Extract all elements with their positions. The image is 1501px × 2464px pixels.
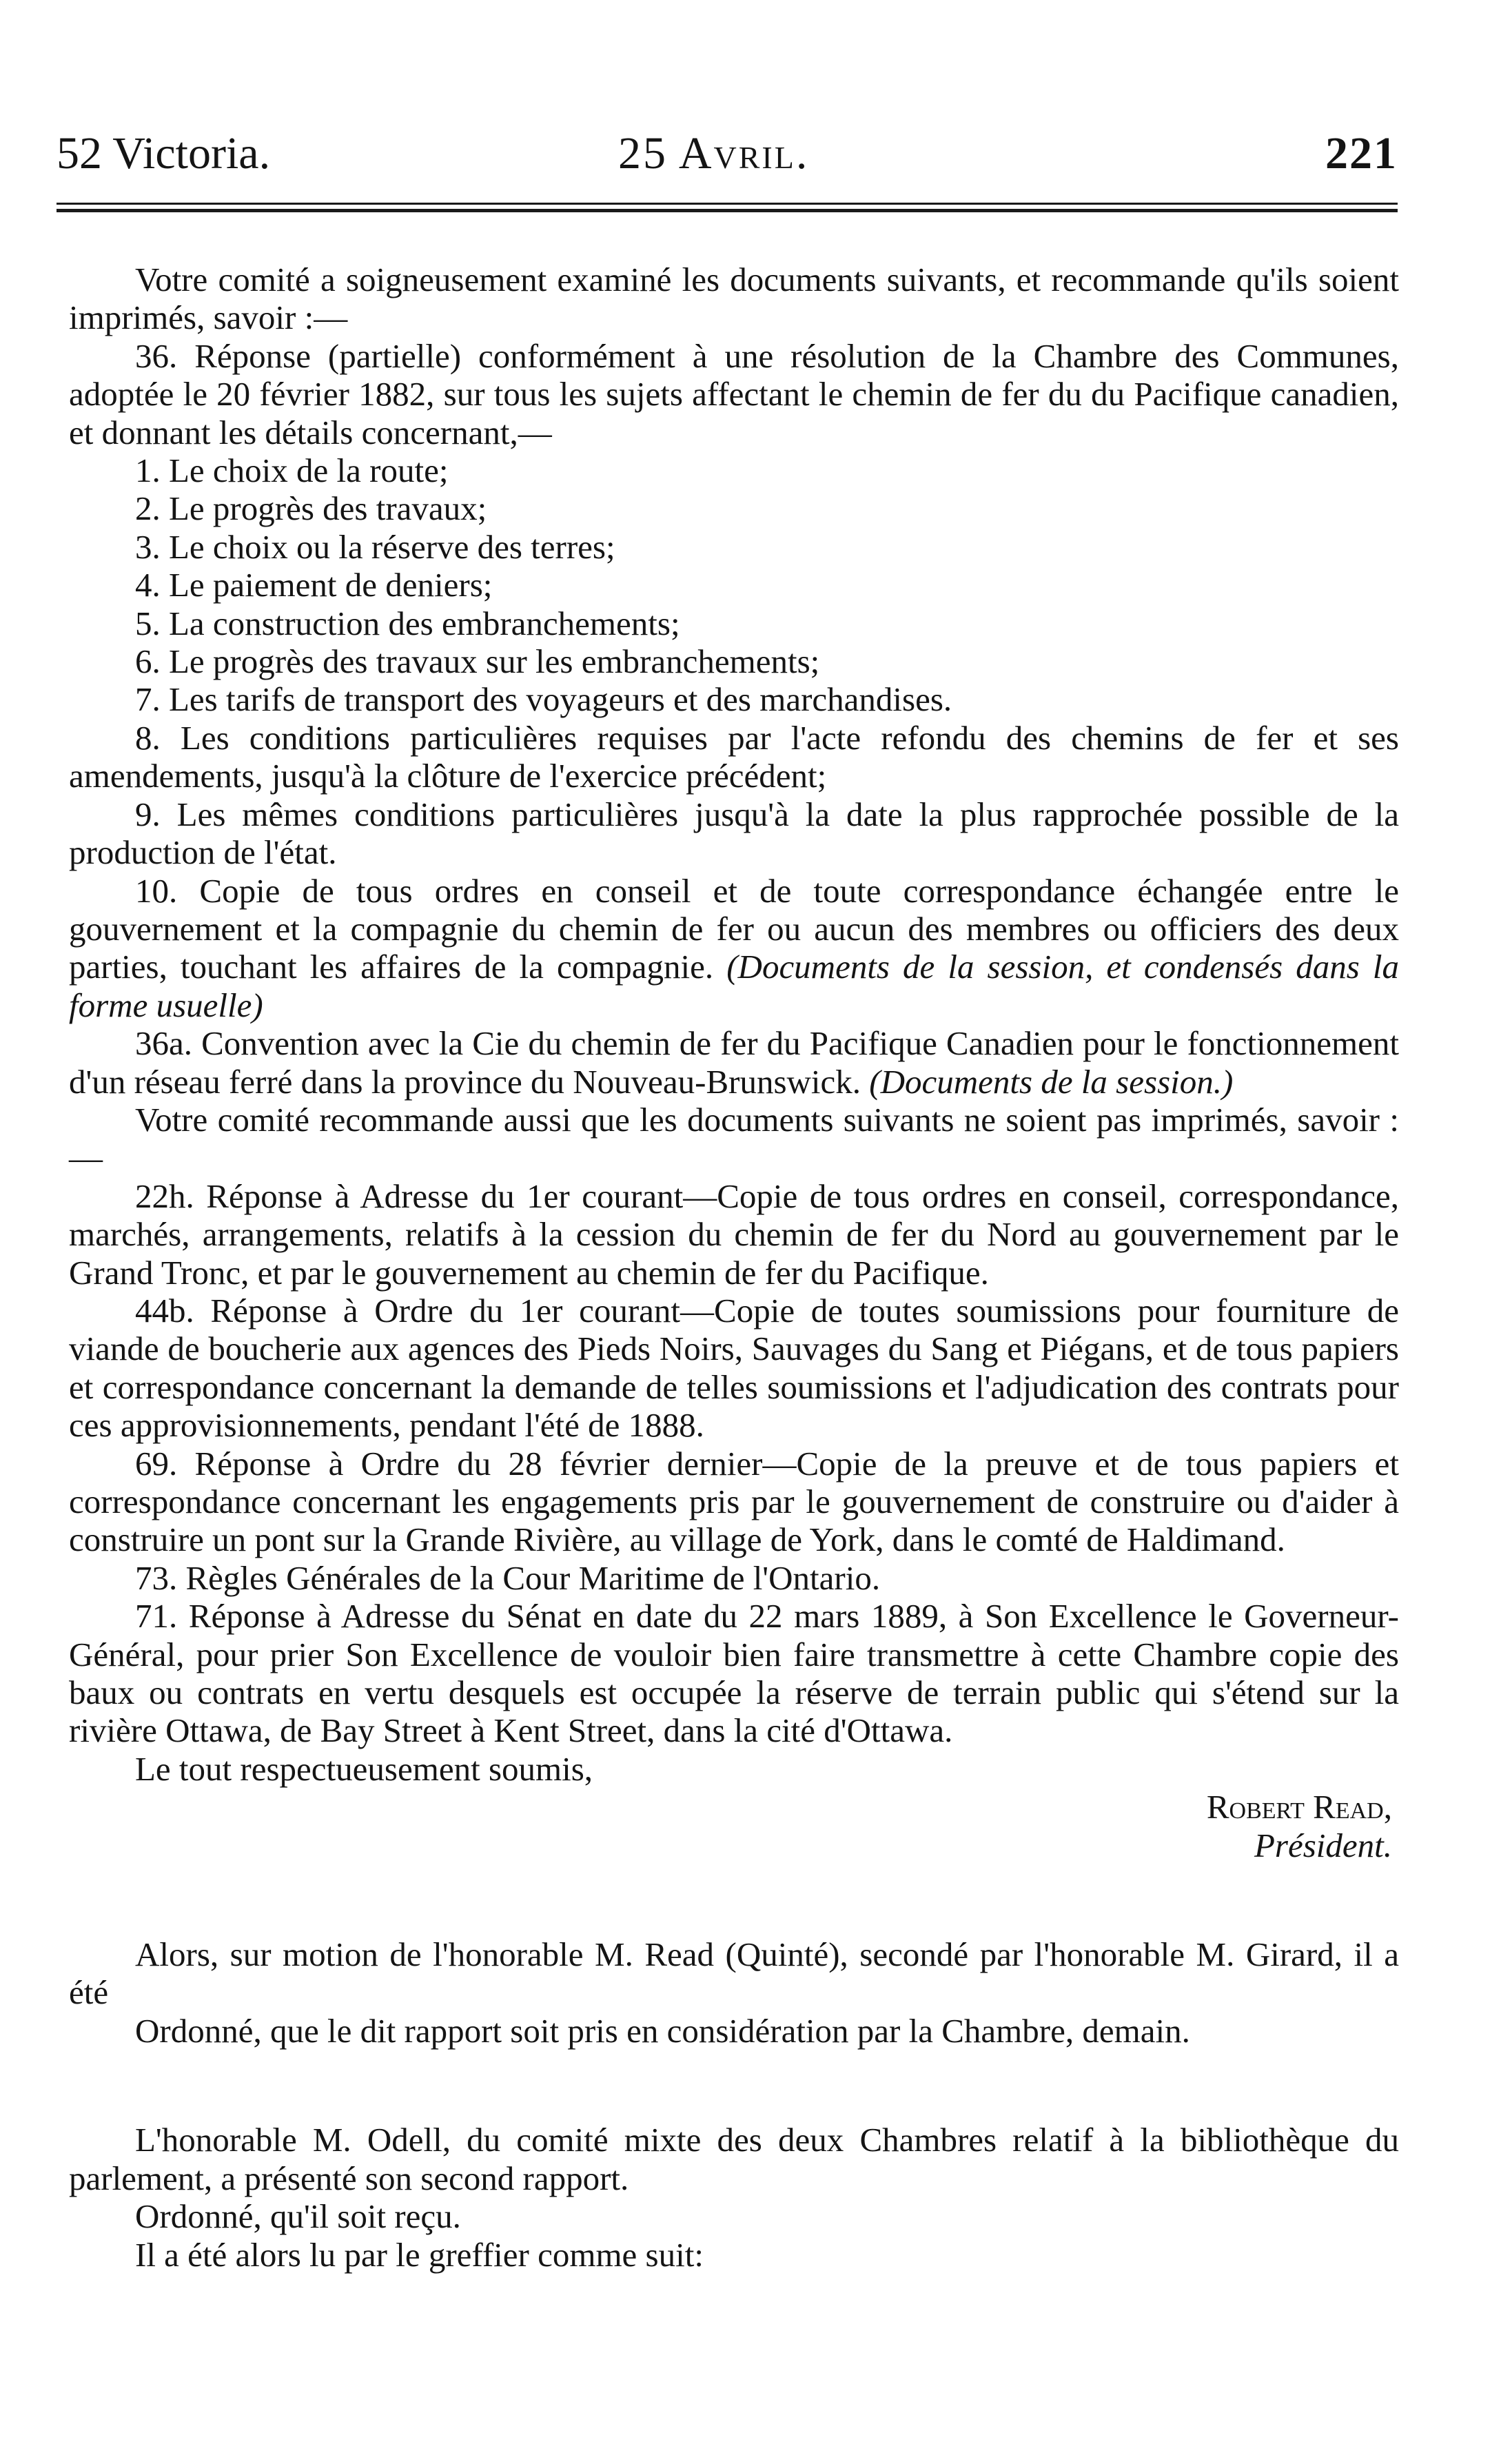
header-rule-thick (57, 209, 1398, 212)
item-10-note: (Documents de la session, et condensés dans la forme usuelle) (69, 948, 1399, 1024)
header-session: 52 Victoria. (57, 128, 271, 179)
item-9: 9. Les mêmes conditions particulières jusqu'à la date la plus rapprochée possible de la production de l'état. (69, 795, 1399, 872)
signature-title: Président. (1254, 1826, 1392, 1864)
signature-name-text: Robert Read, (1206, 1788, 1392, 1826)
running-header (57, 116, 1398, 192)
signature-name (69, 1788, 1399, 1826)
list-item: 7. Les tarifs de transport des voyageurs et des marchandises. (135, 680, 952, 719)
item-36a-note: (Documents de la session.) (869, 1062, 1234, 1101)
section-spacer (69, 2050, 1399, 2121)
read-by-clerk: Il a été alors lu par le greffier comme suit: (135, 2235, 704, 2274)
header-date (618, 116, 809, 192)
item-10-text: 10. Copie de tous ordres en conseil et de toute correspondance échangée entre le gouvernement et la compagnie du chemin de fer ou aucun des membres ou officiers des deux parties, touchant les affaires de la compagnie. (69, 871, 1399, 986)
closing-line: Le tout respectueusement soumis, (135, 1749, 593, 1788)
section-spacer (69, 1864, 1399, 1935)
item-71: 71. Réponse à Adresse du Sénat en date du 22 mars 1889, à Son Excellence le Governeur-Général, pour prier Son Excellence de vouloir bien faire transmettre à cette Chambre copie des baux ou contrats en vertu desquels est occupée la réserve de terrain public qui s'étend sur la rivière Ottawa, de Bay Street à Kent Street, dans la cité d'Ottawa. (69, 1597, 1399, 1750)
list-item: 3. Le choix ou la réserve des terres; (135, 527, 615, 566)
document-body (69, 261, 1399, 2274)
item-69: 69. Réponse à Ordre du 28 février dernier—Copie de la preuve et de tous papiers et correspondance concernant les engagements pris par le gouvernement de construire ou d'aider à construire un pont sur la Grande Rivière, au village de York, dans le comté de Haldimand. (69, 1444, 1399, 1559)
header-rule-thin (57, 203, 1398, 205)
list-item: 6. Le progrès des travaux sur les embranchements; (135, 642, 820, 681)
paragraph-intro: Votre comité a soigneusement examiné les documents suivants, et recommande qu'ils soient imprimés, savoir :— (69, 261, 1399, 337)
page-number: 221 (1325, 128, 1398, 179)
list-item: 4. Le paiement de deniers; (135, 566, 493, 604)
item-36a-text: 36a. Convention avec la Cie du chemin de fer du Pacifique Canadien pour le fonctionnement d'un réseau ferré dans la province du Nouveau-Brunswick. (69, 1024, 1399, 1101)
list-item: 5. La construction des embranchements; (135, 604, 680, 642)
list-item: 1. Le choix de la route; (135, 451, 449, 490)
header-date-text: 25 Avril. (618, 128, 810, 179)
item-44b: 44b. Réponse à Ordre du 1er courant—Copie de toutes soumissions pour fourniture de viande de boucherie aux agences des Pieds Noirs, Sauvages du Sang et Piégans, et de tous papiers et correspondance concernant la demande de telles soumissions et l'adjudication des contrats pour ces approvisionnements, pendant l'été de 1888. (69, 1291, 1399, 1445)
item-8: 8. Les conditions particulières requises par l'acte refondu des chemins de fer et ses amendements, jusqu'à la clôture de l'exercice précédent; (69, 718, 1399, 795)
item-36: 36. Réponse (partielle) conformément à une résolution de la Chambre des Communes, adoptée le 20 février 1882, sur tous les sujets affectant le chemin de fer du du Pacifique canadien, et donnant les détails concernant,— (69, 336, 1399, 451)
item-36a (69, 1024, 1399, 1101)
item-10 (69, 872, 1399, 1025)
paragraph-motion: Alors, sur motion de l'honorable M. Read (Quinté), secondé par l'honorable M. Girard, il a été (69, 1935, 1399, 2012)
order-received: Ordonné, qu'il soit reçu. (135, 2197, 461, 2236)
item-73: 73. Règles Générales de la Cour Maritime de l'Ontario. (135, 1558, 881, 1597)
item-22h: 22h. Réponse à Adresse du 1er courant—Copie de tous ordres en conseil, correspondance, marchés, arrangements, relatifs à la cession du chemin de fer du Nord au gouvernement par le Grand Tronc, et par le gouvernement au chemin de fer du Pacifique. (69, 1177, 1399, 1292)
list-item: 2. Le progrès des travaux; (135, 489, 487, 528)
order-report: Ordonné, que le dit rapport soit pris en considération par la Chambre, demain. (135, 2011, 1190, 2050)
paragraph-recommend-not: Votre comité recommande aussi que les documents suivants ne soient pas imprimés, savoir :— (69, 1100, 1399, 1177)
paragraph-odell: L'honorable M. Odell, du comité mixte des deux Chambres relatif à la bibliothèque du parlement, a présenté son second rapport. (69, 2121, 1399, 2197)
